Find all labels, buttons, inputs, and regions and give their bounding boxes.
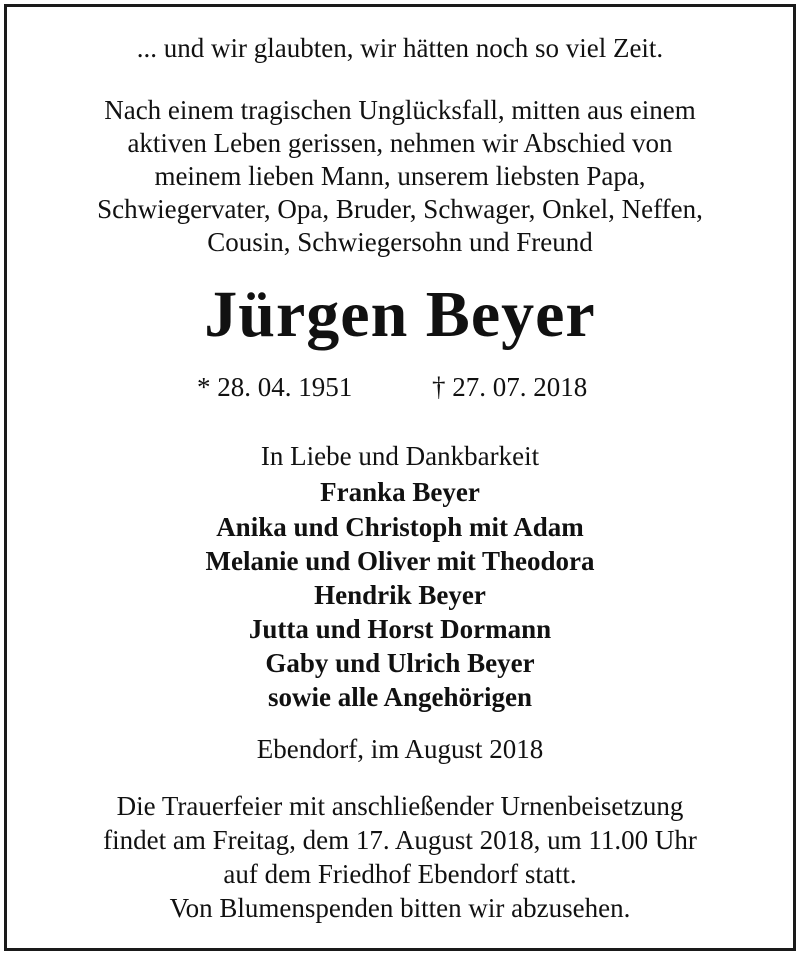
announcement-line: Cousin, Schwiegersohn und Freund [207,227,593,257]
service-line: auf dem Friedhof Ebendorf statt. [223,859,577,889]
mourner-name: sowie alle Angehörigen [268,682,532,712]
deceased-name: Jürgen Beyer [204,278,596,351]
dedication: In Liebe und Dankbarkeit [260,441,540,471]
mourner-name: Melanie und Oliver mit Theodora [205,546,595,576]
place-date: Ebendorf, im August 2018 [256,734,544,764]
service-line: findet am Freitag, dem 17. August 2018, um 11.00 Uhr [103,825,697,855]
birth-date: * 28. 04. 1951 [197,372,353,402]
death-date: † 27. 07. 2018 [432,372,588,402]
service-line: Von Blumenspenden bitten wir abzusehen. [169,893,631,923]
mourner-name: Franka Beyer [320,477,480,507]
announcement-line: meinem lieben Mann, unserem liebsten Papa, [154,161,646,191]
announcement-line: aktiven Leben gerissen, nehmen wir Abschied von [127,128,673,158]
mourner-name: Anika und Christoph mit Adam [216,512,584,542]
service-line: Die Trauerfeier mit anschließender Urnenbeisetzung [116,791,684,821]
intro-quote: ... und wir glaubten, wir hätten noch so viel Zeit. [136,33,664,63]
obituary-notice [4,4,796,951]
mourner-name: Gaby und Ulrich Beyer [265,648,535,678]
announcement-line: Schwiegervater, Opa, Bruder, Schwager, Onkel, Neffen, [97,194,703,224]
announcement-line: Nach einem tragischen Unglücksfall, mitten aus einem [104,95,696,125]
mourner-name: Jutta und Horst Dormann [248,614,552,644]
mourner-name: Hendrik Beyer [314,580,486,610]
